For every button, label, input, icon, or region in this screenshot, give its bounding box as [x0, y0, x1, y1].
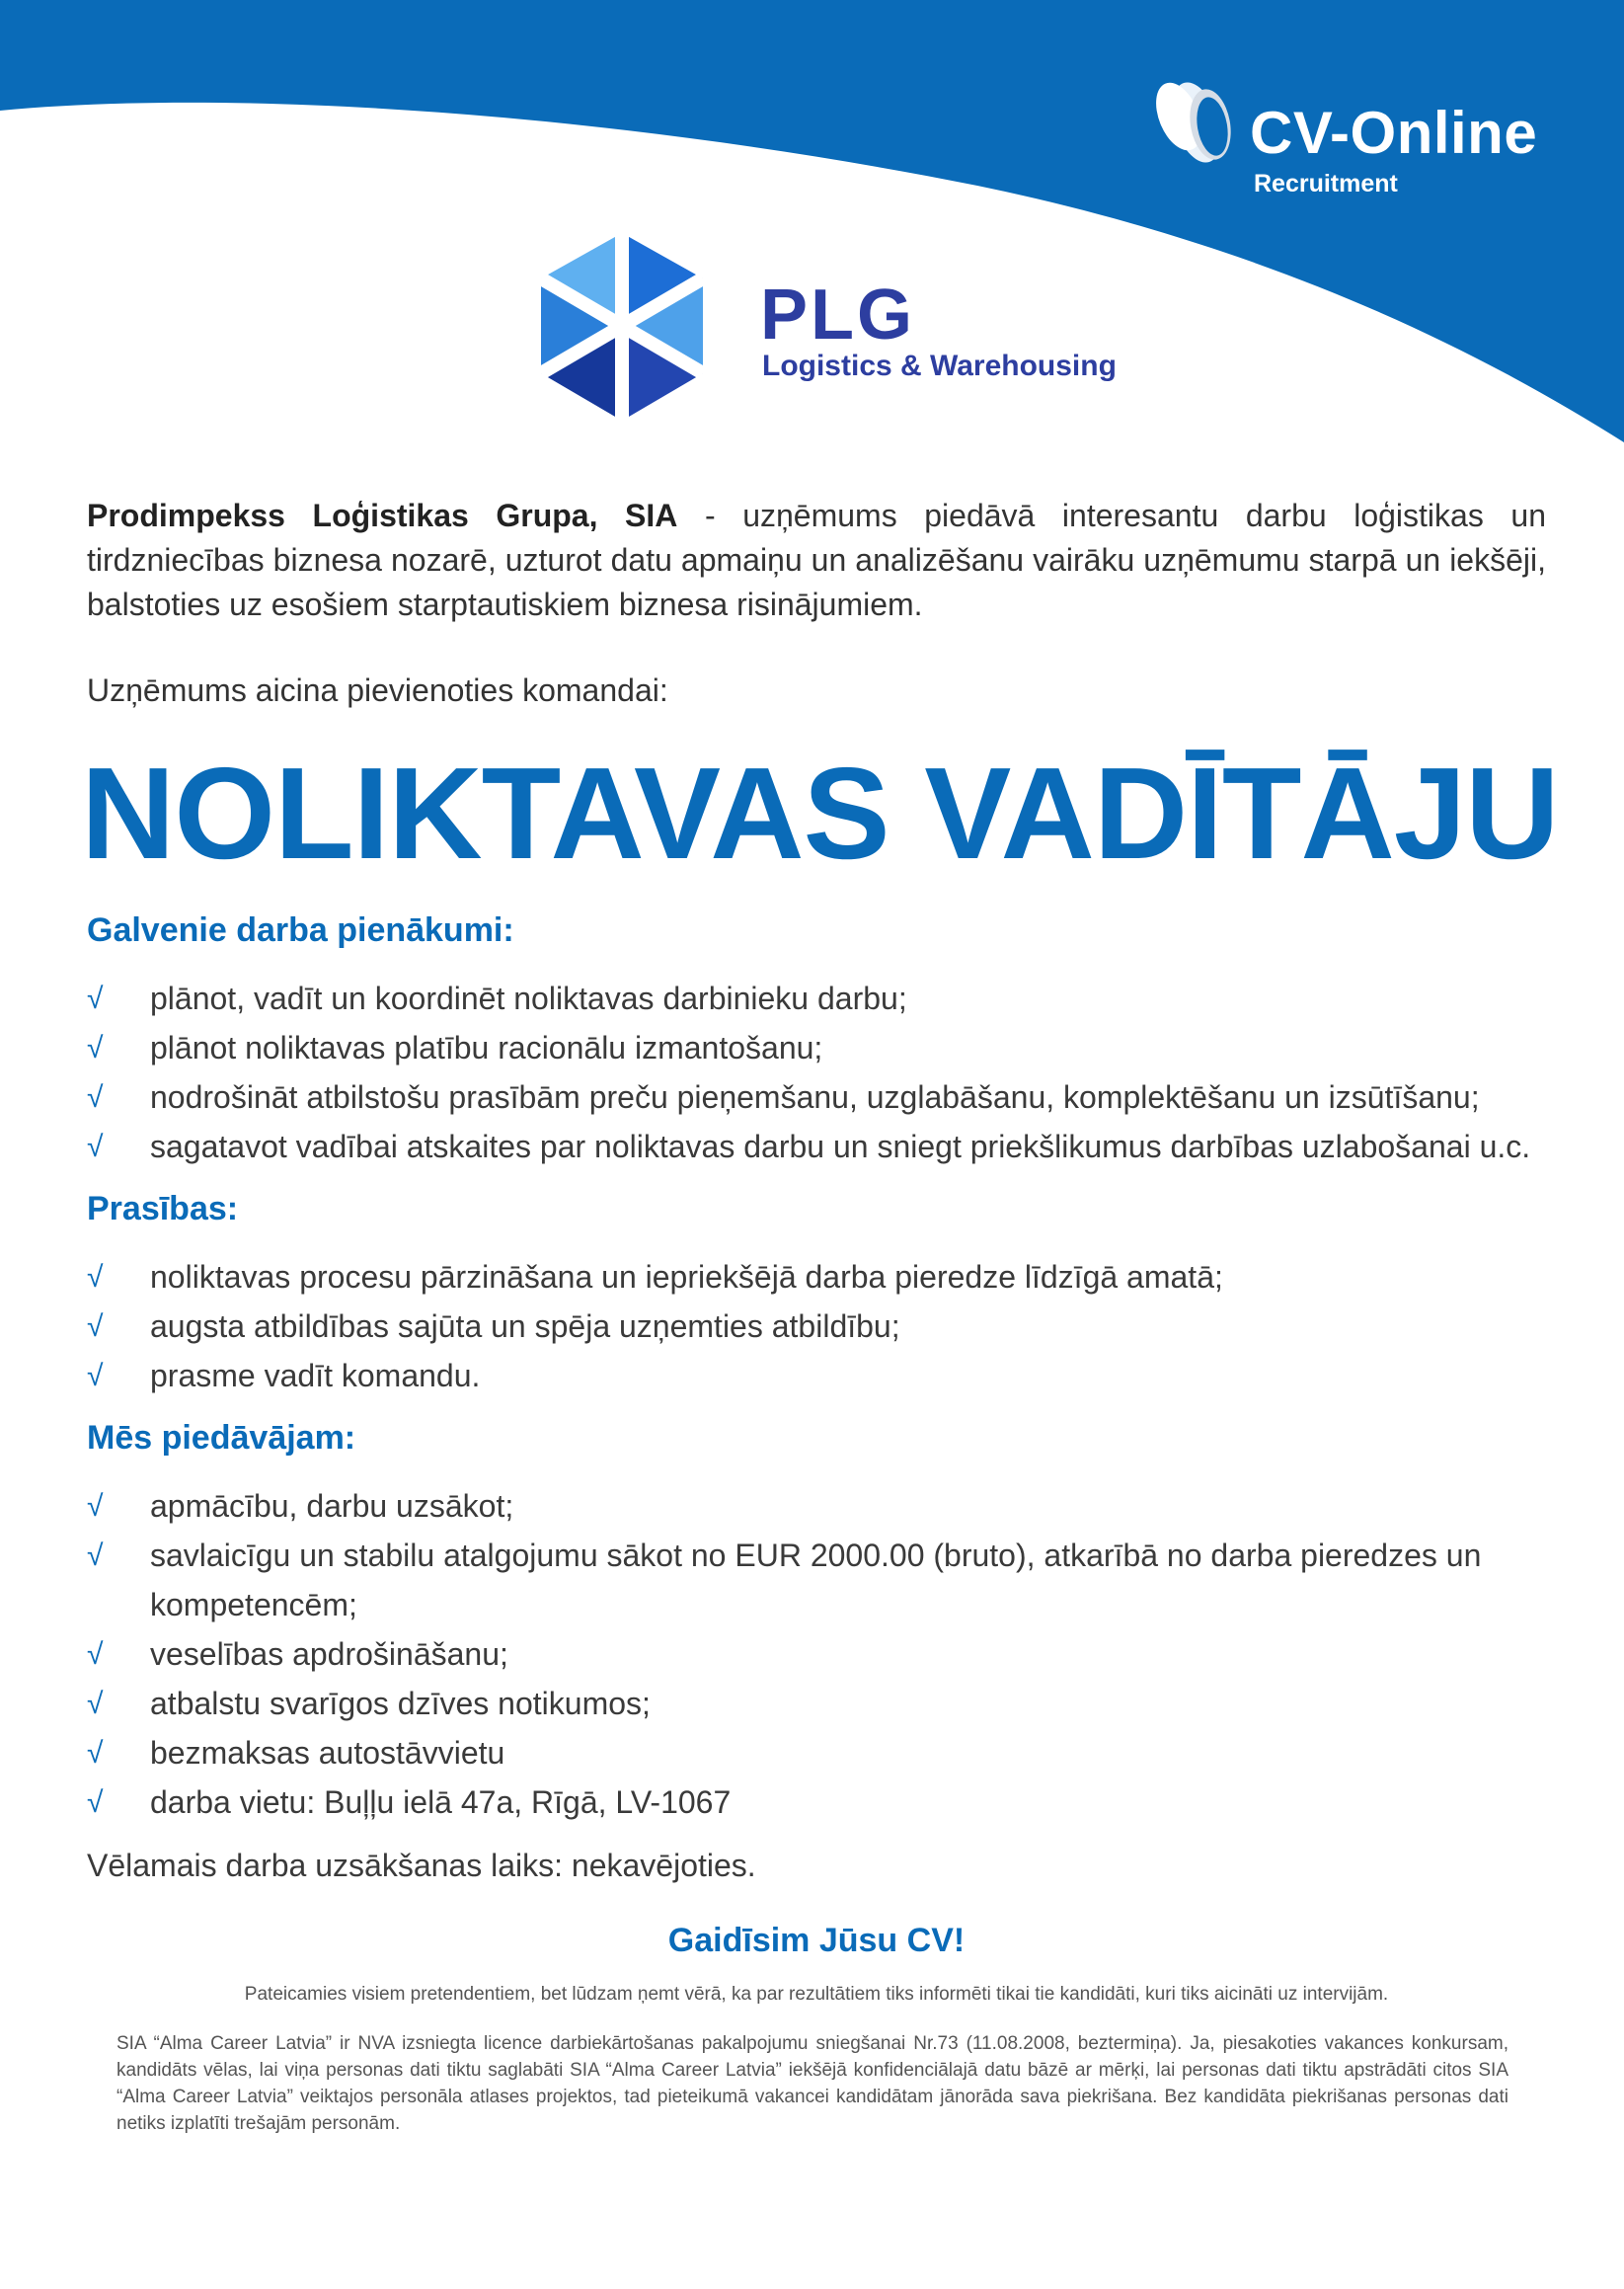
list-item: √ nodrošināt atbilstošu prasībām preču pieņemšanu, uzglabāšanu, komplektēšanu un izsūtīšanu;: [87, 1072, 1546, 1122]
list-item: √ sagatavot vadībai atskaites par noliktavas darbu un sniegt priekšlikumus darbības uzlabošanai u.c.: [87, 1122, 1546, 1171]
list-item: √ apmācību, darbu uzsākot;: [87, 1481, 1546, 1531]
checkmark-icon: √: [87, 1360, 104, 1392]
list-item: √ augsta atbildības sajūta un spēja uzņemties atbildību;: [87, 1302, 1546, 1351]
checkmark-icon: √: [87, 983, 104, 1015]
company-description: - uzņēmums piedāvā interesantu darbu loģistikas un tirdzniecības biznesa nozarē, uzturot datu apmaiņu un analizēšanu vairāku uzņēmumu starpā un iekšēji, balstoties uz esošiem starptautiskiem biznesa risinājumiem.: [87, 498, 1547, 622]
list-item: √ plānot, vadīt un koordinēt noliktavas darbinieku darbu;: [87, 974, 1546, 1023]
checkmark-icon: √: [87, 1737, 104, 1770]
company-intro: [87, 494, 1546, 627]
invite-text: Uzņēmums aicina pievienoties komandai:: [87, 672, 668, 708]
company-name: Prodimpekss Loģistikas Grupa, SIA: [87, 498, 678, 533]
call-to-action: Gaidīsim Jūsu CV!: [667, 1922, 966, 1959]
job-title: NOLIKTAVAS VADĪTĀJU: [81, 741, 1559, 886]
start-time: Vēlamais darba uzsākšanas laiks: nekavējoties.: [87, 1848, 756, 1883]
requirements-list: [87, 1252, 1546, 1400]
legal-notice: SIA “Alma Career Latvia” ir NVA izsniegta licence darbiekārtošanas pakalpojumu sniegšanai Nr.73 (11.08.2008, beztermiņa). Ja, piesakoties vakances konkursam, kandidāts vēlas, lai viņa personas dati tiktu saglabāti SIA “Alma Career Latvia” iekšējā konfidenciālajā datu bāzē ar mērķi, lai personas dati tiktu apstrādāti citos SIA “Alma Career Latvia” veiktajos personāla atlases projektos, tad pieteikumā vakancei kandidātam jānorāda sava piekrišana. Bez kandidāta piekrišanas personas dati netiks izplatīti trešajām personām.: [116, 2033, 1508, 2134]
cv-online-mark-icon: [1145, 71, 1248, 174]
offer-list: [87, 1481, 1546, 1827]
cv-online-subtitle: Recruitment: [1254, 170, 1398, 197]
section-title-duties: Galvenie darba pienākumi:: [87, 911, 514, 949]
plg-logo: [523, 225, 1116, 442]
duties-list: [87, 974, 1546, 1171]
list-item: √ atbalstu svarīgos dzīves notikumos;: [87, 1679, 1546, 1728]
cv-online-name: CV-Online: [1250, 100, 1538, 166]
section-title-offer: Mēs piedāvājam:: [87, 1419, 356, 1457]
checkmark-icon: √: [87, 1490, 104, 1523]
thanks-note: Pateicamies visiem pretendentiem, bet lūdzam ņemt vērā, ka par rezultātiem tiks informēti tikai tie kandidāti, kuri tiks aicināti uz intervijām.: [244, 1984, 1389, 2005]
plg-hexagon-mark-icon: [523, 225, 721, 433]
section-title-requirements: Prasības:: [87, 1190, 239, 1227]
list-item: √ veselības apdrošināšanu;: [87, 1629, 1546, 1679]
list-item: √ prasme vadīt komandu.: [87, 1351, 1546, 1400]
checkmark-icon: √: [87, 1032, 104, 1065]
cv-online-logo: [1145, 71, 1580, 209]
plg-subtitle: Logistics & Warehousing: [762, 350, 1117, 382]
list-item: √ plānot noliktavas platību racionālu izmantošanu;: [87, 1023, 1546, 1072]
job-ad-content: [81, 494, 1559, 2137]
plg-name: PLG: [760, 276, 916, 355]
list-item: √ darba vietu: Buļļu ielā 47a, Rīgā, LV-1067: [87, 1777, 1546, 1827]
checkmark-icon: √: [87, 1786, 104, 1819]
checkmark-icon: √: [87, 1638, 104, 1671]
checkmark-icon: √: [87, 1081, 104, 1114]
checkmark-icon: √: [87, 1539, 104, 1572]
list-item: √ bezmaksas autostāvvietu: [87, 1728, 1546, 1777]
list-item: √ savlaicīgu un stabilu atalgojumu sākot no EUR 2000.00 (bruto), atkarībā no darba pieredzes un kompetencēm;: [87, 1531, 1546, 1629]
checkmark-icon: √: [87, 1131, 104, 1163]
checkmark-icon: √: [87, 1688, 104, 1720]
checkmark-icon: √: [87, 1261, 104, 1294]
checkmark-icon: √: [87, 1310, 104, 1343]
list-item: √ noliktavas procesu pārzināšana un iepriekšējā darba pieredze līdzīgā amatā;: [87, 1252, 1546, 1302]
